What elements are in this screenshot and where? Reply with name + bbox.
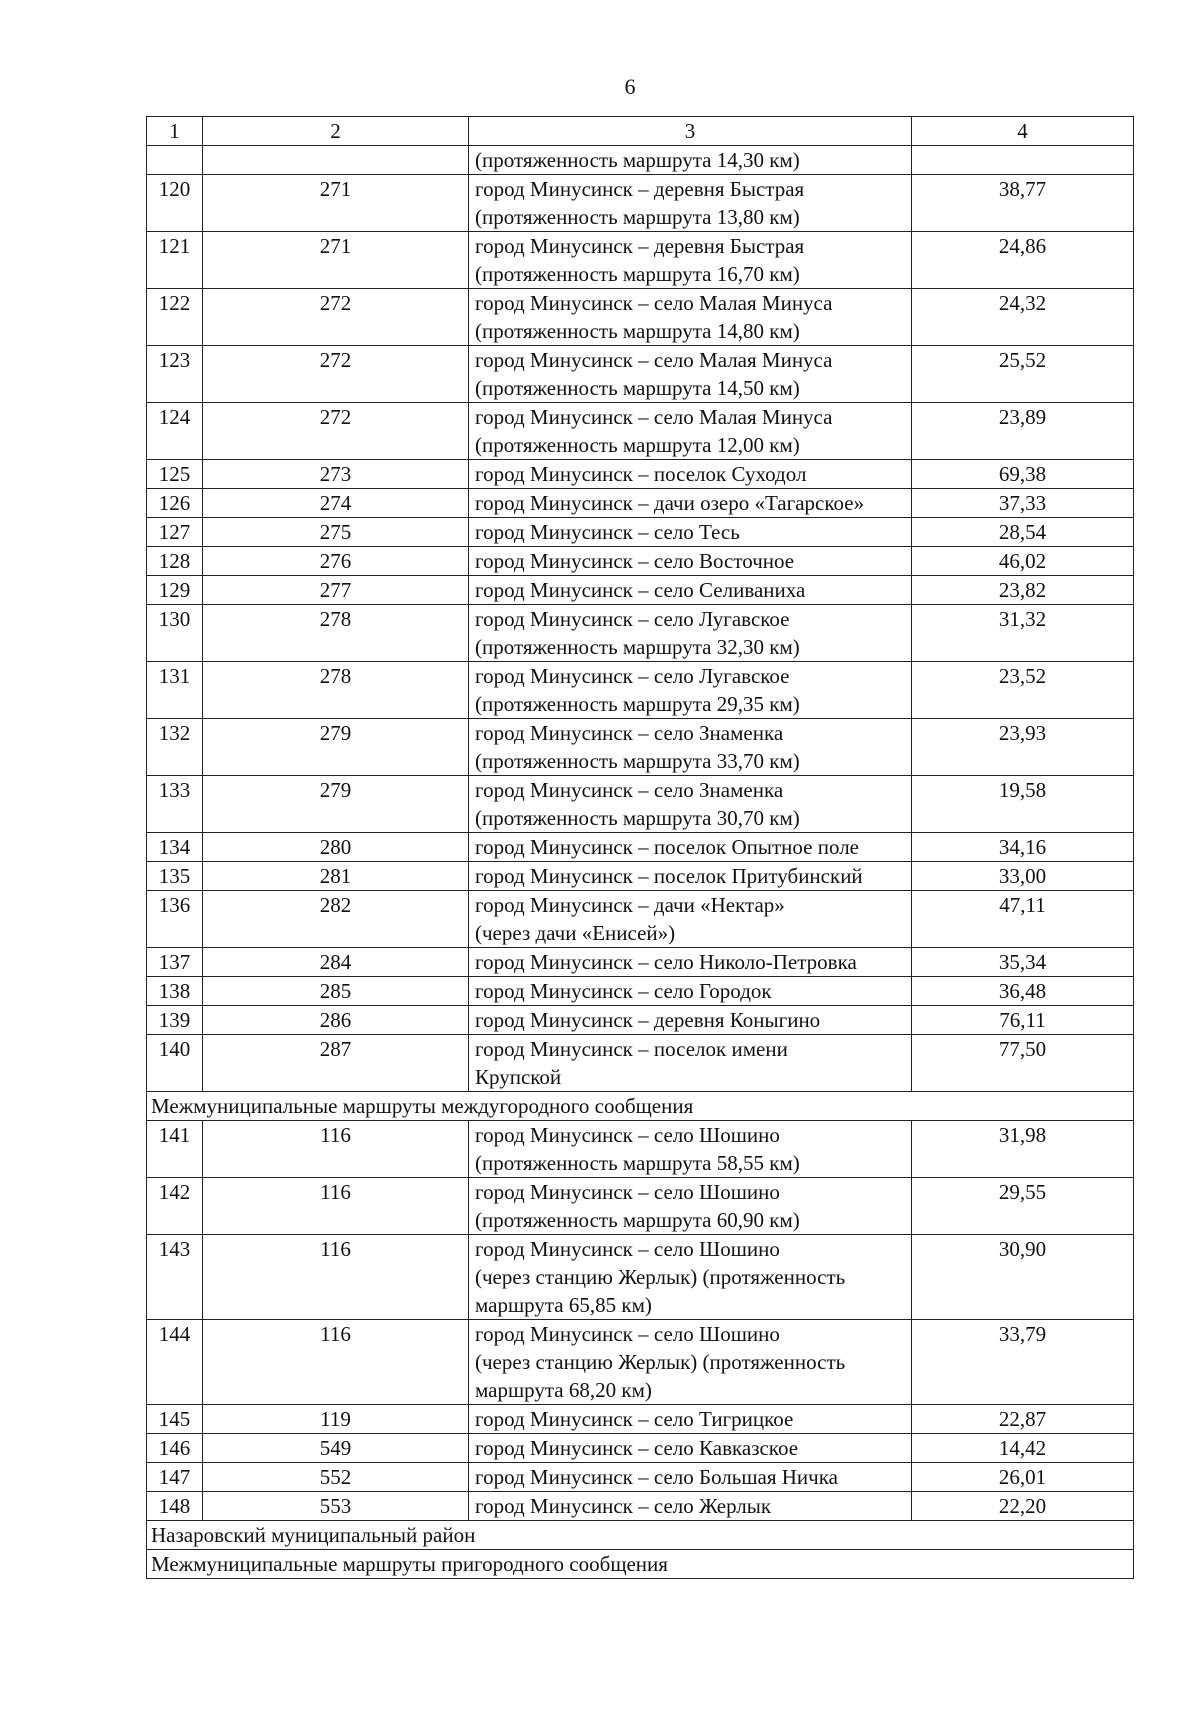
value-cell: 23,93 [912,719,1134,776]
route-description-cell [469,891,912,948]
route-description-cell [469,662,912,719]
route-description-line: (протяженность маршрута 14,30 км) [475,148,800,172]
route-description-line: город Минусинск – село Знаменка [475,721,784,745]
route-number-cell: 287 [203,1035,469,1092]
row-number-cell: 125 [147,460,203,489]
route-description-cell [469,232,912,289]
route-description-line: город Минусинск – село Городок [475,979,772,1003]
route-number-cell: 549 [203,1434,469,1463]
route-description-line: (через дачи «Енисей») [475,921,676,945]
section-row [147,1521,1134,1550]
table-row [147,1121,1134,1178]
section-row [147,1550,1134,1579]
header-col-1: 1 [147,117,203,146]
route-description-line: город Минусинск – поселок Притубинский [475,864,863,888]
row-number-cell: 140 [147,1035,203,1092]
value-cell: 23,82 [912,576,1134,605]
route-description-line: город Минусинск – дачи озеро «Тагарское» [475,491,865,515]
route-description-line: город Минусинск – село Шошино [475,1123,780,1147]
row-number-cell: 129 [147,576,203,605]
route-description-line: город Минусинск – село Селиваниха [475,578,806,602]
route-description-line: город Минусинск – село Малая Минуса [475,348,833,372]
table-row [147,175,1134,232]
route-description-cell [469,576,912,605]
route-number-cell: 275 [203,518,469,547]
value-cell: 77,50 [912,1035,1134,1092]
route-description-line: маршрута 65,85 км) [475,1293,652,1317]
route-description-line: город Минусинск – село Тесь [475,520,740,544]
route-description-cell [469,719,912,776]
table-row [147,460,1134,489]
value-cell: 46,02 [912,547,1134,576]
table-row [147,1463,1134,1492]
value-cell: 19,58 [912,776,1134,833]
value-cell [912,146,1134,175]
route-description-line: (протяженность маршрута 60,90 км) [475,1208,800,1232]
value-cell: 22,87 [912,1405,1134,1434]
route-description-line: Крупской [475,1065,562,1089]
row-number-cell: 126 [147,489,203,518]
route-description-line: город Минусинск – село Малая Минуса [475,405,833,429]
route-description-cell [469,948,912,977]
row-number-cell: 120 [147,175,203,232]
route-description-cell [469,1235,912,1320]
row-number-cell: 130 [147,605,203,662]
route-number-cell: 116 [203,1235,469,1320]
row-number-cell: 128 [147,547,203,576]
table-row [147,776,1134,833]
route-description-cell [469,1178,912,1235]
route-description-cell [469,1035,912,1092]
value-cell: 23,52 [912,662,1134,719]
route-description-cell [469,175,912,232]
value-cell: 29,55 [912,1178,1134,1235]
route-number-cell: 553 [203,1492,469,1521]
route-description-cell [469,605,912,662]
route-number-cell: 271 [203,232,469,289]
route-description-line: (протяженность маршрута 14,50 км) [475,376,800,400]
routes-table [146,116,1134,1579]
value-cell: 38,77 [912,175,1134,232]
route-number-cell: 552 [203,1463,469,1492]
table-row [147,605,1134,662]
route-number-cell: 116 [203,1178,469,1235]
route-description-cell [469,403,912,460]
row-number-cell: 142 [147,1178,203,1235]
value-cell: 37,33 [912,489,1134,518]
row-number-cell: 135 [147,862,203,891]
row-number-cell: 146 [147,1434,203,1463]
route-description-line: город Минусинск – село Лугавское [475,664,790,688]
route-description-line: маршрута 68,20 км) [475,1378,652,1402]
route-number-cell: 277 [203,576,469,605]
route-number-cell: 279 [203,776,469,833]
route-description-line: (протяженность маршрута 29,35 км) [475,692,800,716]
section-title: Межмуниципальные маршруты пригородного сообщения [147,1550,1134,1579]
route-description-cell [469,1492,912,1521]
row-number-cell: 132 [147,719,203,776]
value-cell: 28,54 [912,518,1134,547]
table-row [147,346,1134,403]
route-number-cell: 273 [203,460,469,489]
route-number-cell: 281 [203,862,469,891]
value-cell: 69,38 [912,460,1134,489]
route-number-cell: 278 [203,605,469,662]
table-row [147,719,1134,776]
route-number-cell: 272 [203,289,469,346]
route-description-line: город Минусинск – деревня Быстрая [475,234,805,258]
table-row [147,232,1134,289]
table-row [147,1035,1134,1092]
value-cell: 34,16 [912,833,1134,862]
route-description-cell [469,460,912,489]
table-row [147,146,1134,175]
route-description-line: город Минусинск – село Кавказское [475,1436,799,1460]
route-description-cell [469,146,912,175]
route-description-line: город Минусинск – поселок Опытное поле [475,835,859,859]
route-description-line: город Минусинск – село Шошино [475,1237,780,1261]
value-cell: 35,34 [912,948,1134,977]
value-cell: 25,52 [912,346,1134,403]
table-row [147,1434,1134,1463]
table-row [147,977,1134,1006]
route-description-cell [469,346,912,403]
page-number: 6 [624,74,636,99]
route-description-cell [469,977,912,1006]
route-description-cell [469,833,912,862]
route-number-cell: 278 [203,662,469,719]
row-number-cell: 124 [147,403,203,460]
table-row [147,1320,1134,1405]
route-description-line: (протяженность маршрута 13,80 км) [475,205,800,229]
row-number-cell: 134 [147,833,203,862]
table-row [147,862,1134,891]
row-number-cell: 122 [147,289,203,346]
route-description-cell [469,1121,912,1178]
route-number-cell: 285 [203,977,469,1006]
value-cell: 31,32 [912,605,1134,662]
table-row [147,1492,1134,1521]
route-description-line: (протяженность маршрута 58,55 км) [475,1151,800,1175]
value-cell: 33,00 [912,862,1134,891]
header-col-2: 2 [203,117,469,146]
row-number-cell: 133 [147,776,203,833]
table-row [147,403,1134,460]
route-number-cell: 119 [203,1405,469,1434]
route-description-line: (через станцию Жерлык) (протяженность [475,1350,846,1374]
value-cell: 24,32 [912,289,1134,346]
row-number-cell: 131 [147,662,203,719]
route-description-line: город Минусинск – село Большая Ничка [475,1465,838,1489]
value-cell: 31,98 [912,1121,1134,1178]
route-description-line: город Минусинск – село Малая Минуса [475,291,833,315]
row-number-cell: 145 [147,1405,203,1434]
value-cell: 22,20 [912,1492,1134,1521]
table-row [147,662,1134,719]
route-description-line: город Минусинск – деревня Коныгино [475,1008,821,1032]
value-cell: 33,79 [912,1320,1134,1405]
section-row [147,1092,1134,1121]
row-number-cell: 121 [147,232,203,289]
header-row [147,117,1134,146]
row-number-cell: 144 [147,1320,203,1405]
route-description-line: (протяженность маршрута 14,80 км) [475,319,800,343]
row-number-cell [147,146,203,175]
route-number-cell: 271 [203,175,469,232]
route-number-cell: 116 [203,1121,469,1178]
route-description-cell [469,289,912,346]
header-col-4: 4 [912,117,1134,146]
route-description-cell [469,1405,912,1434]
route-description-line: город Минусинск – село Лугавское [475,607,790,631]
route-description-cell [469,1320,912,1405]
route-description-line: город Минусинск – село Знаменка [475,778,784,802]
value-cell: 47,11 [912,891,1134,948]
route-number-cell: 272 [203,403,469,460]
route-description-line: город Минусинск – дачи «Нектар» [475,893,785,917]
table-body [147,117,1134,1579]
header-col-3: 3 [469,117,912,146]
route-description-line: (протяженность маршрута 30,70 км) [475,806,800,830]
value-cell: 14,42 [912,1434,1134,1463]
route-description-cell [469,547,912,576]
value-cell: 30,90 [912,1235,1134,1320]
route-description-line: (протяженность маршрута 12,00 км) [475,433,800,457]
route-description-line: город Минусинск – село Тигрицкое [475,1407,794,1431]
section-title: Назаровский муниципальный район [147,1521,1134,1550]
table-row [147,518,1134,547]
route-description-line: город Минусинск – село Жерлык [475,1494,772,1518]
route-description-line: город Минусинск – поселок Суходол [475,462,807,486]
route-description-cell [469,518,912,547]
value-cell: 24,86 [912,232,1134,289]
table-row [147,1006,1134,1035]
row-number-cell: 148 [147,1492,203,1521]
route-description-cell [469,1006,912,1035]
row-number-cell: 141 [147,1121,203,1178]
route-number-cell: 284 [203,948,469,977]
value-cell: 36,48 [912,977,1134,1006]
table-row [147,1405,1134,1434]
route-description-line: город Минусинск – село Шошино [475,1180,780,1204]
row-number-cell: 127 [147,518,203,547]
route-description-line: (протяженность маршрута 16,70 км) [475,262,800,286]
row-number-cell: 147 [147,1463,203,1492]
row-number-cell: 143 [147,1235,203,1320]
table-row [147,289,1134,346]
route-number-cell: 286 [203,1006,469,1035]
route-description-cell [469,489,912,518]
table-row [147,547,1134,576]
route-description-line: (протяженность маршрута 32,30 км) [475,635,800,659]
row-number-cell: 138 [147,977,203,1006]
table-row [147,489,1134,518]
route-number-cell: 274 [203,489,469,518]
value-cell: 76,11 [912,1006,1134,1035]
route-description-cell [469,1463,912,1492]
table-row [147,1235,1134,1320]
route-description-line: город Минусинск – село Восточное [475,549,795,573]
row-number-cell: 139 [147,1006,203,1035]
route-description-line: город Минусинск – село Шошино [475,1322,780,1346]
table-row [147,576,1134,605]
value-cell: 23,89 [912,403,1134,460]
route-description-line: город Минусинск – поселок имени [475,1037,788,1061]
table-row [147,948,1134,977]
row-number-cell: 137 [147,948,203,977]
route-description-line: город Минусинск – деревня Быстрая [475,177,805,201]
row-number-cell: 136 [147,891,203,948]
route-number-cell [203,146,469,175]
route-number-cell: 280 [203,833,469,862]
route-number-cell: 279 [203,719,469,776]
route-description-cell [469,862,912,891]
route-description-line: (протяженность маршрута 33,70 км) [475,749,800,773]
value-cell: 26,01 [912,1463,1134,1492]
section-title: Межмуниципальные маршруты междугородного сообщения [147,1092,1134,1121]
route-number-cell: 276 [203,547,469,576]
route-number-cell: 272 [203,346,469,403]
row-number-cell: 123 [147,346,203,403]
route-description-cell [469,776,912,833]
table-row [147,1178,1134,1235]
route-number-cell: 116 [203,1320,469,1405]
route-number-cell: 282 [203,891,469,948]
route-description-line: город Минусинск – село Николо-Петровка [475,950,857,974]
table-row [147,833,1134,862]
route-description-cell [469,1434,912,1463]
table-row [147,891,1134,948]
route-description-line: (через станцию Жерлык) (протяженность [475,1265,846,1289]
